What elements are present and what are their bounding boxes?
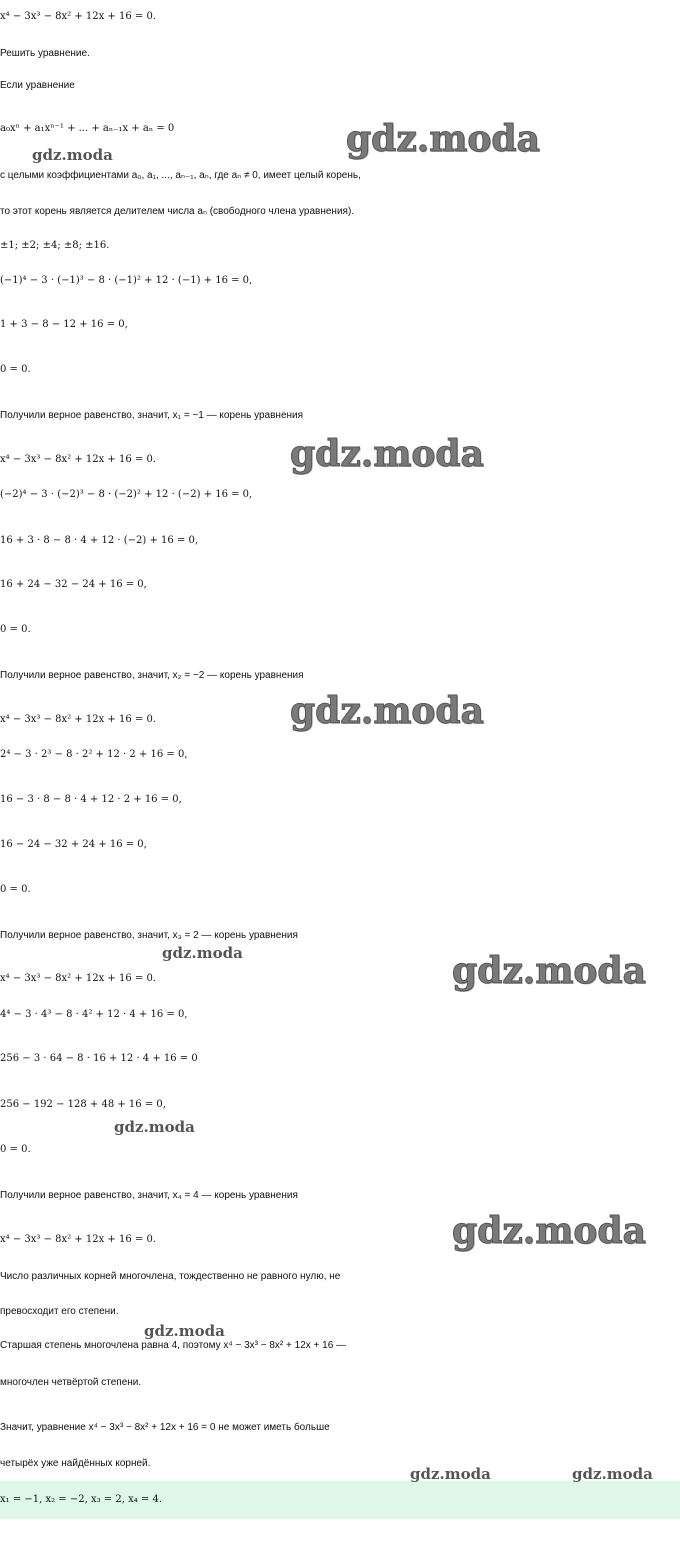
equation-line: 16 − 24 − 32 + 24 + 16 = 0,	[0, 839, 147, 850]
equation-line: 0 = 0.	[0, 364, 31, 375]
watermark-logo: gdz.moda	[452, 1210, 646, 1252]
answer-box	[0, 1481, 680, 1519]
watermark-logo: gdz.moda	[162, 944, 243, 962]
watermark-logo: gdz.moda	[32, 146, 113, 164]
text-line: Получили верное равенство, значит, x₃ = 2 — корень уравнения	[0, 930, 298, 941]
text-line: Получили верное равенство, значит, x₂ = −2 — корень уравнения	[0, 670, 304, 681]
equation-line: x⁴ − 3x³ − 8x² + 12x + 16 = 0.	[0, 973, 156, 984]
equation-line: ±1; ±2; ±4; ±8; ±16.	[0, 240, 110, 251]
text-line: Решить уравнение.	[0, 48, 90, 59]
text-line: Получили верное равенство, значит, x₁ = −1 — корень уравнения	[0, 410, 304, 421]
equation-line: 0 = 0.	[0, 1144, 31, 1155]
equation-line: 256 − 3 · 64 − 8 · 16 + 12 · 4 + 16 = 0	[0, 1053, 198, 1064]
watermark-logo: gdz.moda	[144, 1322, 225, 1340]
equation-line: 16 − 3 · 8 − 8 · 4 + 12 · 2 + 16 = 0,	[0, 794, 182, 805]
equation-line: 256 − 192 − 128 + 48 + 16 = 0,	[0, 1099, 166, 1110]
text-line: многочлен четвёртой степени.	[0, 1377, 142, 1388]
watermark-logo: gdz.moda	[410, 1465, 491, 1483]
text-line: Если уравнение	[0, 80, 75, 91]
text-line: Старшая степень многочлена равна 4, поэтому x⁴ − 3x³ − 8x² + 12x + 16 —	[0, 1340, 347, 1351]
watermark-logo: gdz.moda	[114, 1118, 195, 1136]
equation-line: 0 = 0.	[0, 884, 31, 895]
text-line: то этот корень является делителем числа aₙ (свободного члена уравнения).	[0, 206, 355, 217]
equation-line: a₀xⁿ + a₁xⁿ⁻¹ + ... + aₙ₋₁x + aₙ = 0	[0, 123, 175, 134]
equation-line: 1 + 3 − 8 − 12 + 16 = 0,	[0, 319, 128, 330]
text-line: Число различных корней многочлена, тождественно не равного нулю, не	[0, 1271, 341, 1282]
watermark-logo: gdz.moda	[346, 118, 540, 160]
equation-line: 16 + 24 − 32 − 24 + 16 = 0,	[0, 579, 147, 590]
watermark-logo: gdz.moda	[290, 433, 484, 475]
equation-line: (−1)⁴ − 3 · (−1)³ − 8 · (−1)² + 12 · (−1) + 16 = 0,	[0, 275, 253, 286]
equation-line: x⁴ − 3x³ − 8x² + 12x + 16 = 0.	[0, 11, 156, 22]
watermark-logo: gdz.moda	[572, 1465, 653, 1483]
equation-line: x⁴ − 3x³ − 8x² + 12x + 16 = 0.	[0, 714, 156, 725]
text-line: с целыми коэффициентами a₀, a₁, ..., aₙ₋₁, aₙ, где aₙ ≠ 0, имеет целый корень,	[0, 170, 361, 181]
text-line: превосходит его степени.	[0, 1306, 119, 1317]
equation-line: x⁴ − 3x³ − 8x² + 12x + 16 = 0.	[0, 1234, 156, 1245]
equation-line: 4⁴ − 3 · 4³ − 8 · 4² + 12 · 4 + 16 = 0,	[0, 1009, 188, 1020]
text-line: четырёх уже найдённых корней.	[0, 1458, 151, 1469]
watermark-logo: gdz.moda	[452, 950, 646, 992]
equation-line: x⁴ − 3x³ − 8x² + 12x + 16 = 0.	[0, 454, 156, 465]
text-line: Получили верное равенство, значит, x₄ = 4 — корень уравнения	[0, 1190, 298, 1201]
text-line: Значит, уравнение x⁴ − 3x³ − 8x² + 12x + 16 = 0 не может иметь больше	[0, 1422, 330, 1433]
watermark-logo: gdz.moda	[290, 690, 484, 732]
equation-line: 2⁴ − 3 · 2³ − 8 · 2² + 12 · 2 + 16 = 0,	[0, 749, 188, 760]
equation-line: 0 = 0.	[0, 624, 31, 635]
equation-line: (−2)⁴ − 3 · (−2)³ − 8 · (−2)² + 12 · (−2) + 16 = 0,	[0, 489, 253, 500]
answer-text: x₁ = −1, x₂ = −2, x₃ = 2, x₄ = 4.	[0, 1494, 162, 1505]
equation-line: 16 + 3 · 8 − 8 · 4 + 12 · (−2) + 16 = 0,	[0, 535, 198, 546]
